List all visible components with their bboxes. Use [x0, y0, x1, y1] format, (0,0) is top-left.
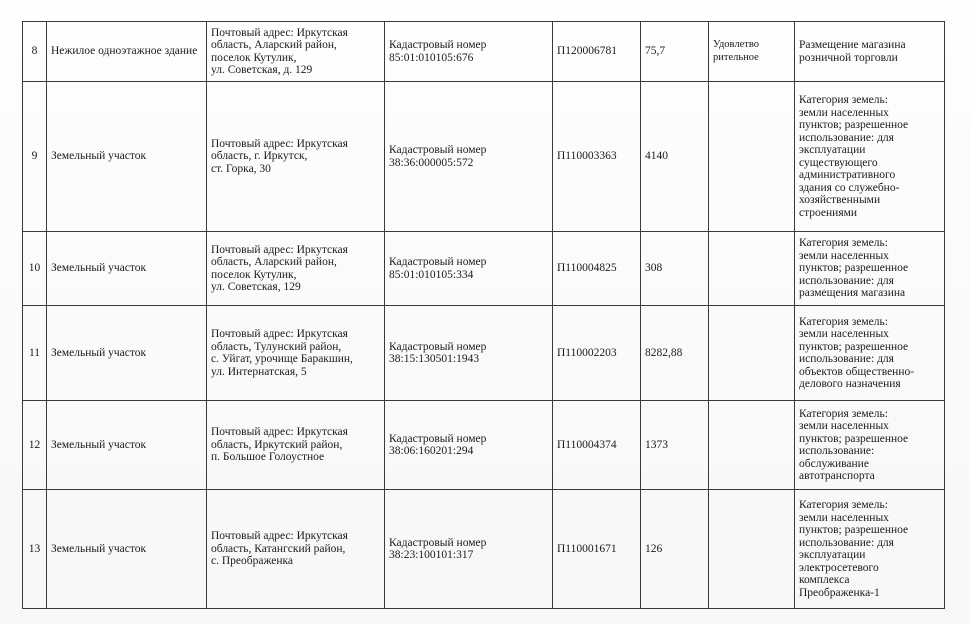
area-value: 308	[641, 232, 709, 306]
object-name	[47, 232, 207, 306]
purpose-line: электросетевого	[799, 561, 879, 574]
purpose-line: использование: для	[799, 131, 894, 144]
purpose-line: земли населенных	[799, 420, 889, 432]
address-cell	[207, 232, 385, 306]
purpose-line: Размещение магазина	[799, 39, 906, 51]
address-line: Почтовый адрес: Иркутская	[211, 137, 348, 150]
cadastral-number: 38:06:160201:294	[389, 445, 474, 457]
purpose-line: обслуживание	[799, 457, 869, 470]
cadastral-number: 38:15:130501:1943	[389, 353, 480, 365]
cadastral-label: Кадастровый номер	[389, 432, 487, 445]
purpose-line: здания со служебно-	[799, 181, 900, 194]
cadastral-cell	[385, 401, 553, 490]
purpose-line: Категория земель:	[799, 315, 888, 328]
address-line: Почтовый адрес: Иркутская	[211, 243, 348, 256]
address-line: п. Большое Голоустное	[211, 451, 325, 464]
purpose-line: земли населенных	[799, 249, 889, 262]
registry-number: П110001671	[553, 490, 641, 609]
purpose-cell	[795, 401, 945, 490]
address-line: область, Иркутский район,	[211, 438, 343, 451]
cadastral-number: 38:36:000005:572	[389, 156, 474, 169]
purpose-line: пунктов; разрешенное	[799, 262, 909, 275]
purpose-line: Категория земель:	[799, 407, 888, 420]
purpose-line: комплекса	[799, 574, 850, 586]
purpose-line: эксплуатации	[799, 144, 866, 156]
condition-cell	[709, 490, 795, 609]
object-name	[47, 82, 207, 232]
purpose-line: размещения магазина	[799, 287, 906, 300]
cadastral-number: 38:23:100101:317	[389, 549, 474, 561]
registry-number: П110003363	[553, 82, 641, 232]
purpose-cell	[795, 490, 945, 609]
condition-cell	[709, 232, 795, 306]
registry-number: П120006781	[553, 22, 641, 82]
purpose-cell	[795, 22, 945, 82]
area-value: 4140	[641, 82, 709, 232]
address-cell	[207, 401, 385, 490]
purpose-line: объектов общественно-	[799, 365, 915, 378]
table-row	[23, 82, 945, 232]
registry-number: П110004825	[553, 232, 641, 306]
cadastral-cell	[385, 232, 553, 306]
cadastral-cell	[385, 490, 553, 609]
row-number: 12	[23, 401, 47, 490]
purpose-line: пунктов; разрешенное	[799, 119, 909, 131]
purpose-line: земли населенных	[799, 328, 889, 340]
purpose-line: использование: для	[799, 274, 894, 287]
cadastral-cell	[385, 22, 553, 82]
table-row	[23, 22, 945, 82]
row-number: 8	[23, 22, 47, 82]
address-line: с. Уйгат, урочище Баракшин,	[211, 353, 353, 365]
cadastral-label: Кадастровый номер	[389, 144, 487, 156]
purpose-line: строениями	[799, 206, 858, 219]
object-name-text: Земельный участок	[51, 542, 147, 555]
address-line: область, г. Иркутск,	[211, 150, 308, 163]
condition-cell	[709, 22, 795, 82]
property-registry-table	[22, 21, 945, 609]
registry-number: П110004374	[553, 401, 641, 490]
object-name-text: Земельный участок	[51, 346, 147, 359]
purpose-line: пунктов; разрешенное	[799, 340, 909, 353]
object-name	[47, 306, 207, 401]
purpose-line: эксплуатации	[799, 549, 866, 561]
address-line: Почтовый адрес: Иркутская	[211, 530, 348, 543]
object-name	[47, 490, 207, 609]
cadastral-label: Кадастровый номер	[389, 39, 487, 51]
purpose-cell	[795, 306, 945, 401]
purpose-line: пунктов; разрешенное	[799, 432, 909, 445]
purpose-line: Преображенка-1	[799, 586, 880, 599]
purpose-cell	[795, 232, 945, 306]
address-line: Почтовый адрес: Иркутская	[211, 328, 348, 340]
address-cell	[207, 82, 385, 232]
purpose-line: Категория земель:	[799, 94, 888, 106]
purpose-line: использование: для	[799, 536, 894, 549]
address-line: поселок Кутулик,	[211, 268, 297, 281]
purpose-line: пунктов; разрешенное	[799, 524, 909, 536]
purpose-line: хозяйственными	[799, 194, 881, 206]
cadastral-number: 85:01:010105:334	[389, 268, 474, 281]
address-line: Почтовый адрес: Иркутская	[211, 26, 348, 39]
object-name-text: Нежилое одноэтажное здание	[51, 45, 198, 58]
object-name-text: Земельный участок	[51, 262, 147, 275]
purpose-line: розничной торговли	[799, 51, 898, 64]
address-line: с. Преображенка	[211, 555, 294, 568]
purpose-line: использование: для	[799, 353, 894, 365]
cadastral-number: 85:01:010105:676	[389, 51, 474, 64]
address-line: ул. Советская, 129	[211, 281, 301, 293]
object-name-text: Земельный участок	[51, 438, 147, 451]
address-line: поселок Кутулик,	[211, 51, 297, 64]
purpose-line: административного	[799, 169, 896, 181]
area-value: 8282,88	[641, 306, 709, 401]
table-row	[23, 232, 945, 306]
condition-line: Удовлетво	[713, 39, 759, 50]
address-cell	[207, 306, 385, 401]
row-number: 9	[23, 82, 47, 232]
address-line: область, Тулунский район,	[211, 340, 342, 353]
object-name	[47, 22, 207, 82]
object-name-text: Земельный участок	[51, 150, 147, 163]
address-line: ул. Советская, д. 129	[211, 64, 313, 76]
address-cell	[207, 490, 385, 609]
purpose-line: существующего	[799, 156, 878, 169]
address-line: область, Аларский район,	[211, 39, 337, 51]
address-cell	[207, 22, 385, 82]
address-line: ул. Интернатская, 5	[211, 365, 307, 378]
area-value: 1373	[641, 401, 709, 490]
address-line: область, Аларский район,	[211, 256, 337, 268]
condition-line: рительное	[713, 51, 759, 63]
purpose-line: Категория земель:	[799, 499, 888, 511]
address-line: Почтовый адрес: Иркутская	[211, 426, 348, 439]
area-value: 126	[641, 490, 709, 609]
cadastral-label: Кадастровый номер	[389, 340, 487, 353]
registry-number: П110002203	[553, 306, 641, 401]
condition-cell	[709, 82, 795, 232]
purpose-line: использование:	[799, 445, 875, 457]
cadastral-cell	[385, 82, 553, 232]
area-value: 75,7	[641, 22, 709, 82]
purpose-line: земли населенных	[799, 106, 889, 119]
condition-cell	[709, 401, 795, 490]
address-line: ст. Горка, 30	[211, 162, 271, 175]
row-number: 10	[23, 232, 47, 306]
purpose-cell	[795, 82, 945, 232]
row-number: 11	[23, 306, 47, 401]
object-name	[47, 401, 207, 490]
row-number: 13	[23, 490, 47, 609]
table-row	[23, 401, 945, 490]
cadastral-label: Кадастровый номер	[389, 256, 487, 268]
table-row	[23, 490, 945, 609]
address-line: область, Катангский район,	[211, 542, 346, 555]
cadastral-label: Кадастровый номер	[389, 536, 487, 549]
purpose-line: делового назначения	[799, 378, 901, 390]
table-row	[23, 306, 945, 401]
purpose-line: автотранспорта	[799, 470, 875, 482]
cadastral-cell	[385, 306, 553, 401]
condition-cell	[709, 306, 795, 401]
purpose-line: земли населенных	[799, 511, 889, 524]
purpose-line: Категория земель:	[799, 237, 888, 250]
